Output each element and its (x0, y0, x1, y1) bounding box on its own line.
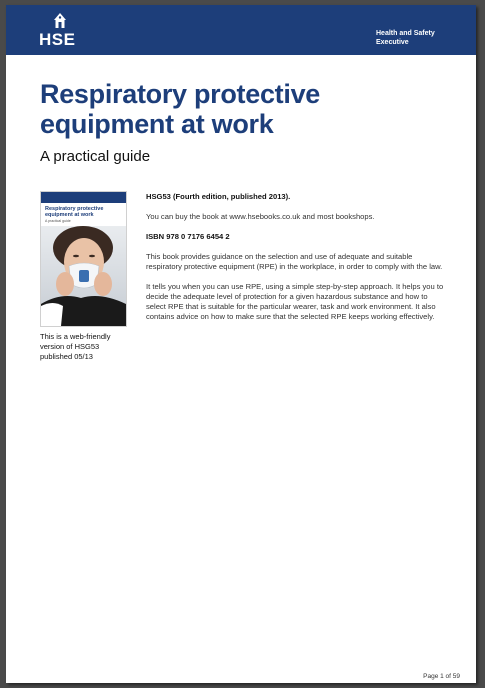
document-page (6, 5, 476, 683)
description-paragraph-2: It tells you when you can use RPE, using a simple step-by-step approach. It helps you to decide the adequate level of protection for a given hazardous substance and how to select RPE that is suitable for the particular wearer, task and work environment. It also contains advice on how to make sure that the selected RPE keeps working effectively. (146, 282, 444, 321)
isbn-text: ISBN 978 0 7176 6454 2 (146, 232, 230, 241)
header-bar (6, 5, 476, 55)
cover-subtitle: A practical guide (45, 219, 71, 223)
cover-caption: This is a web-friendly version of HSG53 published 05/13 (40, 332, 111, 361)
cover-title: Respiratory protective equipment at work (45, 206, 104, 218)
page-number: Page 1 of 59 (423, 673, 460, 680)
cover-photo (41, 226, 126, 326)
edition-text: HSG53 (Fourth edition, published 2013). (146, 192, 291, 201)
document-subtitle: A practical guide (40, 148, 151, 165)
description-paragraph-1: This book provides guidance on the selection and use of adequate and suitable respiratory protective equipment (RPE) in the workplace, in order to comply with the law. (146, 252, 443, 271)
buy-text: You can buy the book at www.hsebooks.co.uk and most bookshops. (146, 212, 375, 221)
document-title: Respiratory protective equipment at work (40, 79, 320, 139)
cover-header (41, 192, 126, 203)
org-name: Health and Safety Executive (376, 30, 435, 46)
content-body (146, 192, 446, 332)
hse-logo-text: HSE (39, 30, 76, 49)
book-cover-image (40, 191, 127, 327)
